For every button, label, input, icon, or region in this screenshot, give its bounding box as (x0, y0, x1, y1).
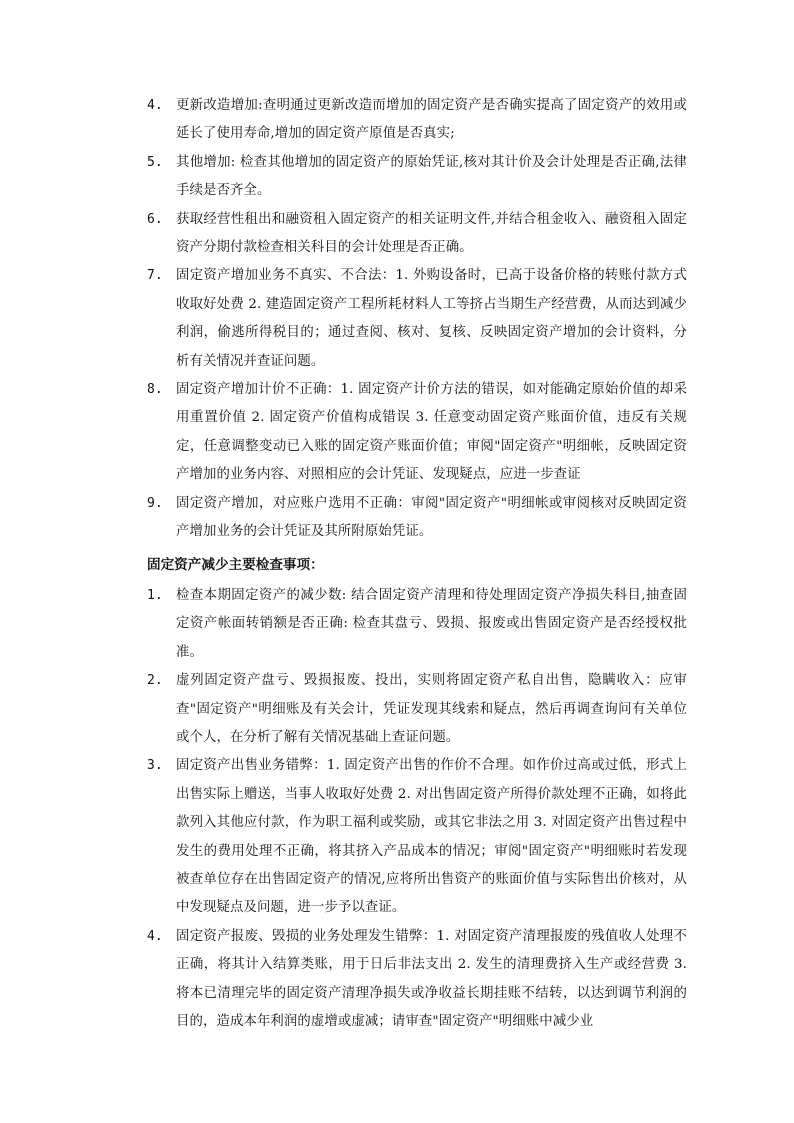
item-number: 8. (147, 382, 163, 398)
item-number: 4. (147, 98, 163, 113)
section-heading: 固定资产减少主要检查事项： (147, 557, 324, 573)
item-number: 4. (147, 928, 163, 944)
list-item (147, 923, 687, 1037)
list-item (147, 490, 687, 547)
item-text: 固定资产报废、毁损的业务处理发生错弊：1. 对固定资产清理报废的残值收人处理不正确，将其计入结算类账，用于日后非法支出 2. 发生的清理费挤入生产或经营费 3. 将本已清理完毕的固定资产清理净损失或净收益长期挂账不结转，以达到调节利润的目的，造成本年利润的虚增或虚减；请审查"固定资产"明细账中减少业 (176, 928, 687, 1030)
item-number: 7. (147, 268, 163, 284)
list-item (147, 262, 687, 376)
list-item (147, 376, 687, 490)
list-item (147, 582, 687, 667)
item-number: 9. (147, 495, 163, 511)
list-item (147, 667, 687, 752)
item-text: 获取经营性租出和融资租入固定资产的相关证明文件,并结合租金收入、融资租入固定资产分期付款检查相关科目的会计处理是否正确。 (176, 211, 687, 256)
item-number: 2. (147, 673, 163, 689)
list-item (147, 92, 687, 149)
item-number: 1. (147, 588, 163, 603)
increase-items-list (147, 92, 687, 547)
decrease-items-list (147, 582, 687, 1037)
list-item (147, 206, 687, 263)
item-number: 3. (147, 758, 163, 774)
item-text: 其他增加: 检查其他增加的固定资产的原始凭证,核对其计价及会计处理是否正确,法律手续是否齐全。 (176, 154, 687, 199)
list-item (147, 752, 687, 922)
item-text: 虚列固定资产盘亏、毁损报废、投出，实则将固定资产私自出售，隐瞒收入：应审查"固定资产"明细账及有关会计，凭证发现其线索和疑点，然后再调查询问有关单位或个人，在分析了解有关情况基础上查证问题。 (176, 673, 687, 746)
item-text: 检查本期固定资产的减少数: 结合固定资产清理和待处理固定资产净损失科目,抽查固定资产帐面转销额是否正确: 检查其盘亏、毁损、报废或出售固定资产是否经授权批准。 (176, 588, 687, 660)
list-item (147, 149, 687, 206)
item-number: 6. (147, 211, 163, 227)
item-text: 固定资产增加，对应账户选用不正确：审阅"固定资产"明细帐或审阅核对反映固定资产增加业务的会计凭证及其所附原始凭证。 (176, 495, 687, 540)
item-text: 固定资产增加业务不真实、不合法：1. 外购设备时，已高于设备价格的转账付款方式收取好处费 2. 建造固定资产工程所耗材料人工等挤占当期生产经营费，从而达到减少利润，偷逃所得税目的；通过查阅、核对、复核、反映固定资产增加的会计资料，分析有关情况并查证问题。 (176, 268, 687, 369)
item-text: 固定资产增加计价不正确：1. 固定资产计价方法的错误，如对能确定原始价值的却采用重置价值 2. 固定资产价值构成错误 3. 任意变动固定资产账面价值，违反有关规定，任意调整变动已入账的固定资产账面价值；审阅"固定资产"明细帐，反映固定资产增加的业务内容、对照相应的会计凭证、发现疑点，应进一步查证 (176, 382, 687, 483)
item-text: 更新改造增加:查明通过更新改造而增加的固定资产是否确实提高了固定资产的效用或延长了使用寿命,增加的固定资产原值是否真实; (176, 98, 687, 142)
item-number: 5. (147, 154, 163, 170)
item-text: 固定资产出售业务错弊：1. 固定资产出售的作价不合理。如作价过高或过低，形式上出售实际上赠送，当事人收取好处费 2. 对出售固定资产所得价款处理不正确，如将此款列入其他应付款，作为职工福利或奖励，或其它非法之用 3. 对固定资产出售过程中发生的费用处理不正确，将其挤入产品成本的情况；审阅"固定资产"明细账时若发现被查单位存在出售固定资产的情况,应将所出售资产的账面价值与实际售出价核对，从中发现疑点及问题，进一步予以查证。 (176, 758, 687, 916)
